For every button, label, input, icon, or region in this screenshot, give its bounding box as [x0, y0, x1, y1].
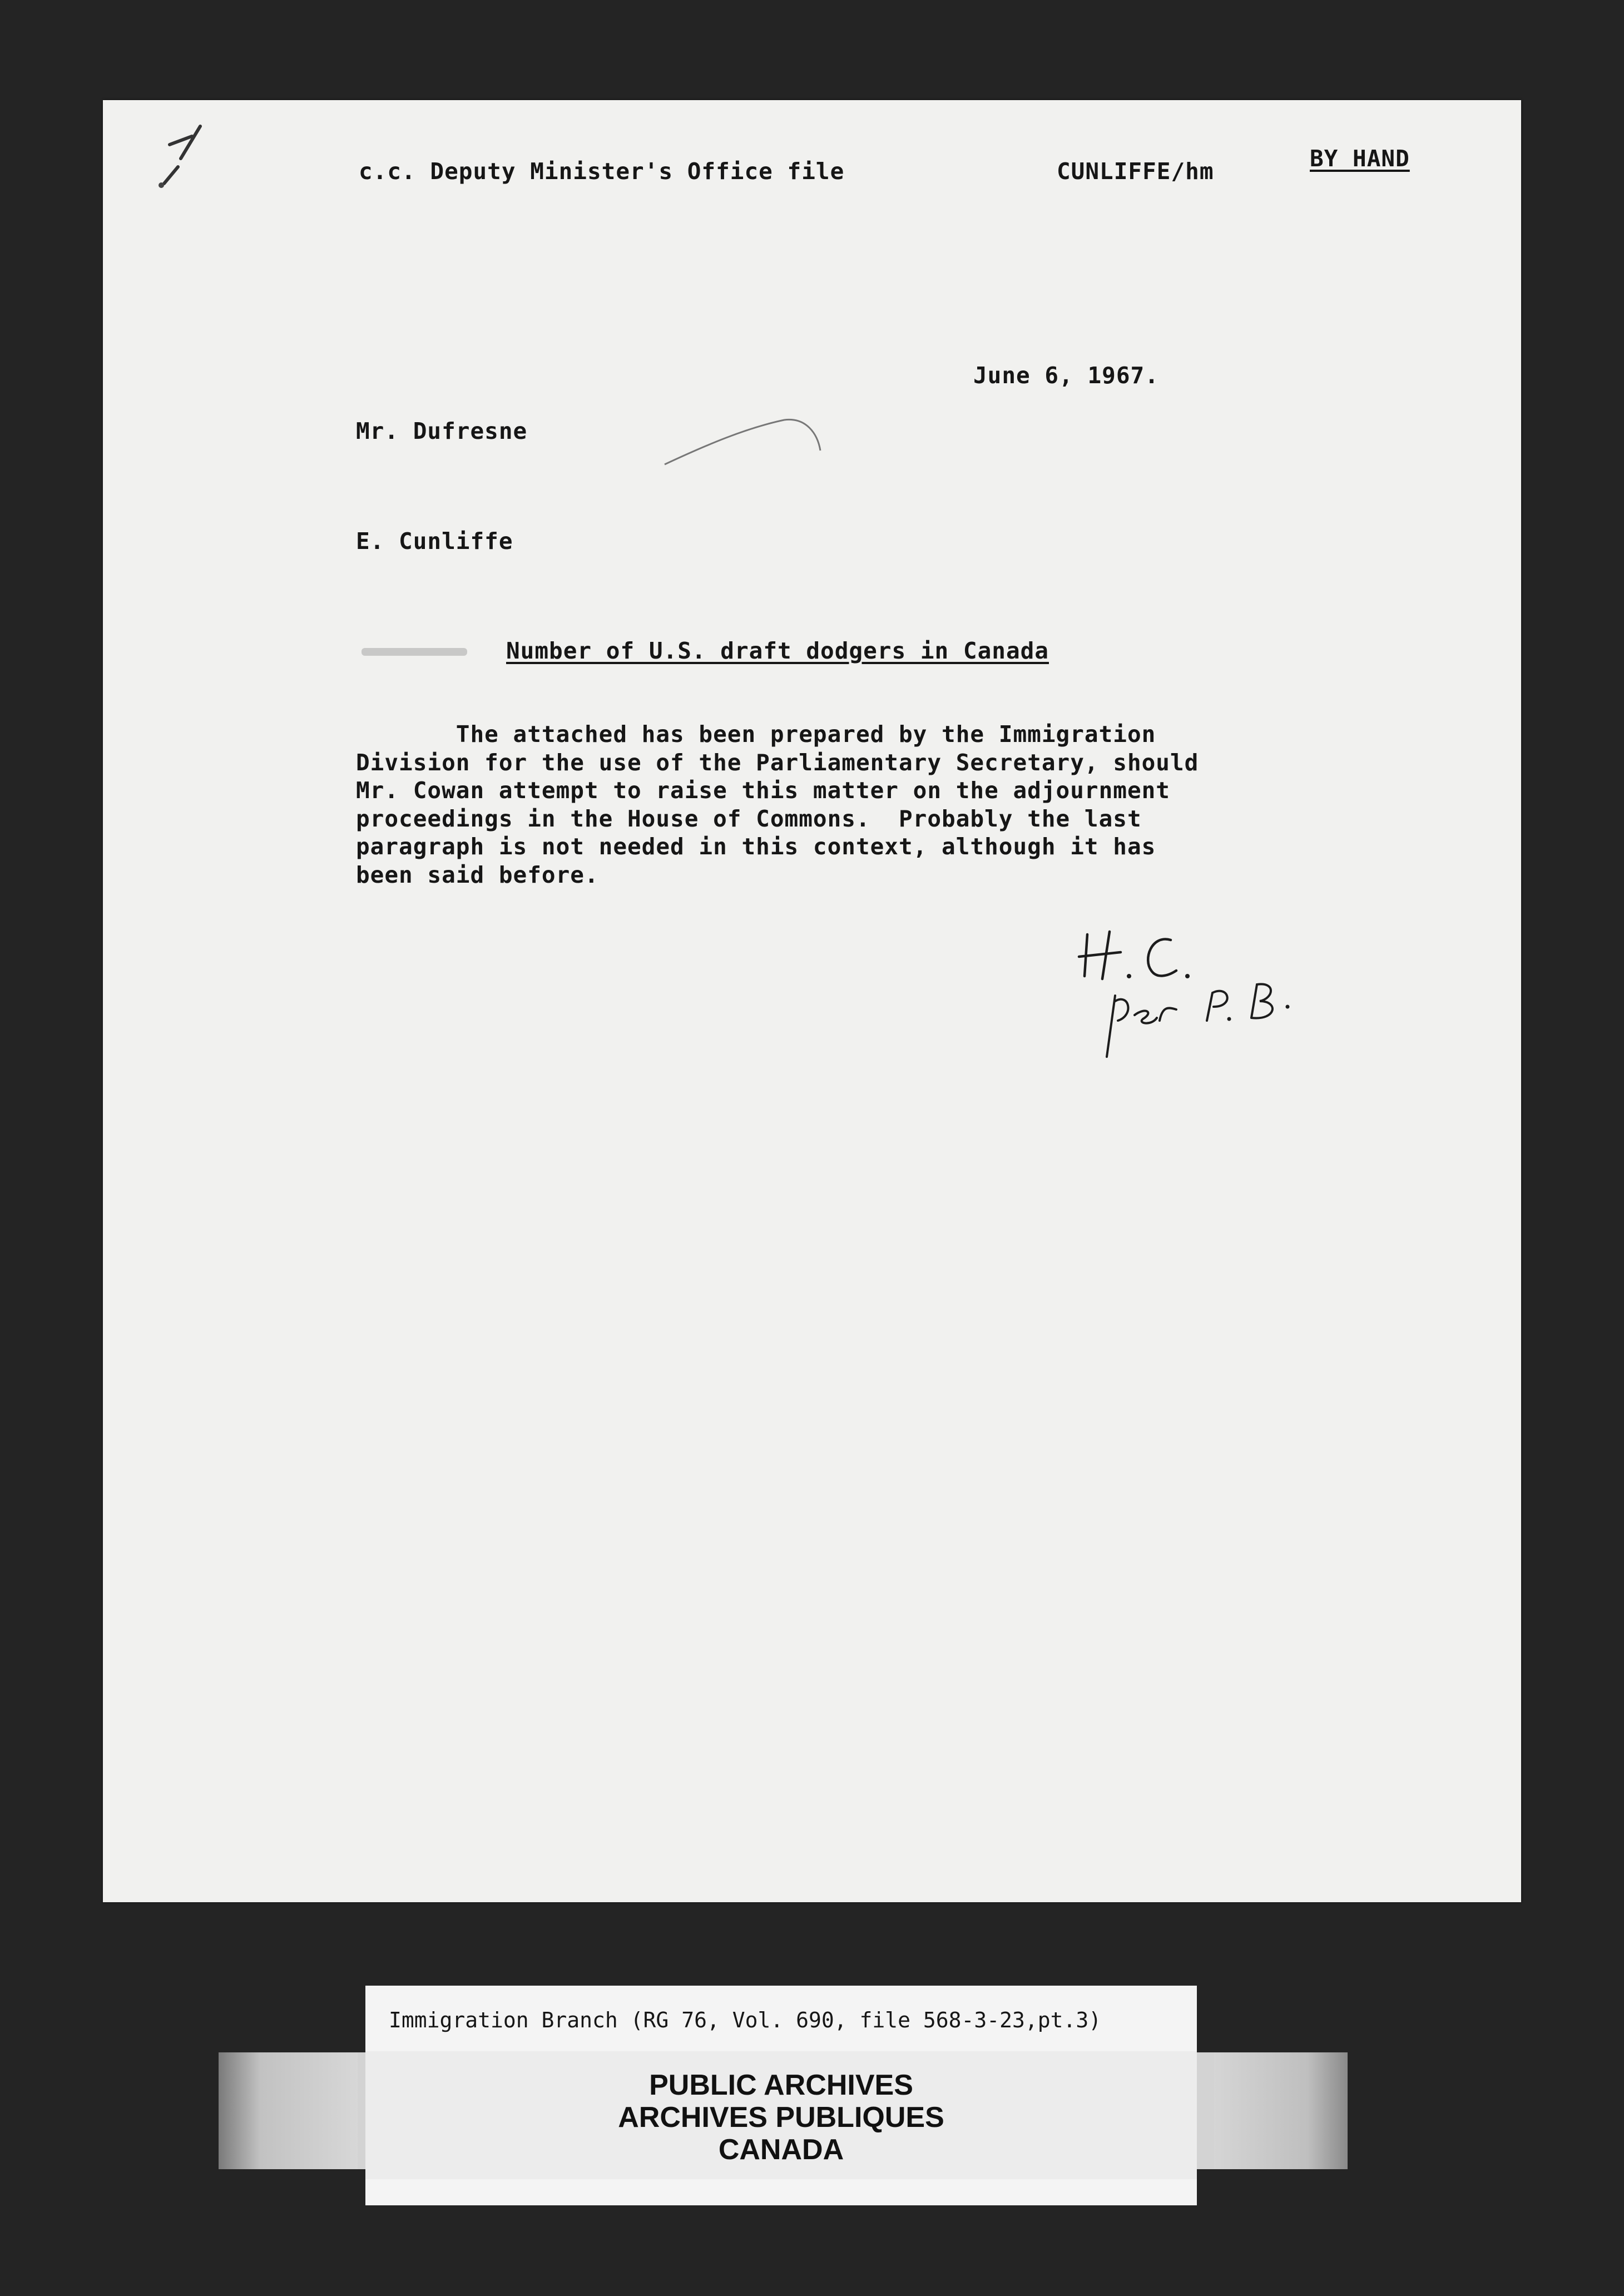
memo-recipient: Mr. Dufresne: [356, 418, 528, 444]
reference-initials: CUNLIFFE/hm: [1057, 158, 1214, 185]
cc-line: c.c. Deputy Minister's Office file: [359, 158, 845, 185]
body-line: proceedings in the House of Commons. Probably the last: [356, 805, 1142, 832]
archive-stamp: [365, 2069, 1197, 2166]
handwritten-annotation: [1068, 923, 1318, 1068]
memo-subject: Number of U.S. draft dodgers in Canada: [506, 637, 1049, 664]
memo-sender: E. Cunliffe: [356, 528, 513, 555]
delivery-note: BY HAND: [1310, 145, 1410, 172]
memo-date: June 6, 1967.: [973, 362, 1159, 389]
erased-label-smudge: [362, 648, 467, 656]
strip-end-left: [219, 2052, 358, 2169]
archive-line-english: PUBLIC ARCHIVES: [649, 2069, 913, 2101]
body-line: The attached has been prepared by the Immigration: [356, 721, 1156, 748]
strip-end-right: [1214, 2052, 1348, 2169]
body-line: Mr. Cowan attempt to raise this matter on the adjournment: [356, 777, 1170, 804]
corner-ink-mark: [147, 120, 214, 192]
body-line: been said before.: [356, 861, 599, 888]
archive-source: Immigration Branch (RG 76, Vol. 690, file 568-3-23,pt.3): [389, 2008, 1102, 2032]
body-line: paragraph is not needed in this context, although it has: [356, 833, 1156, 860]
pencil-stroke: [662, 412, 829, 473]
body-line: Division for the use of the Parliamentary Secretary, should: [356, 749, 1199, 776]
archive-line-french: ARCHIVES PUBLIQUES: [618, 2101, 944, 2134]
archive-line-country: CANADA: [718, 2134, 844, 2166]
archive-label: [365, 1986, 1197, 2205]
memo-body: [356, 720, 1357, 889]
